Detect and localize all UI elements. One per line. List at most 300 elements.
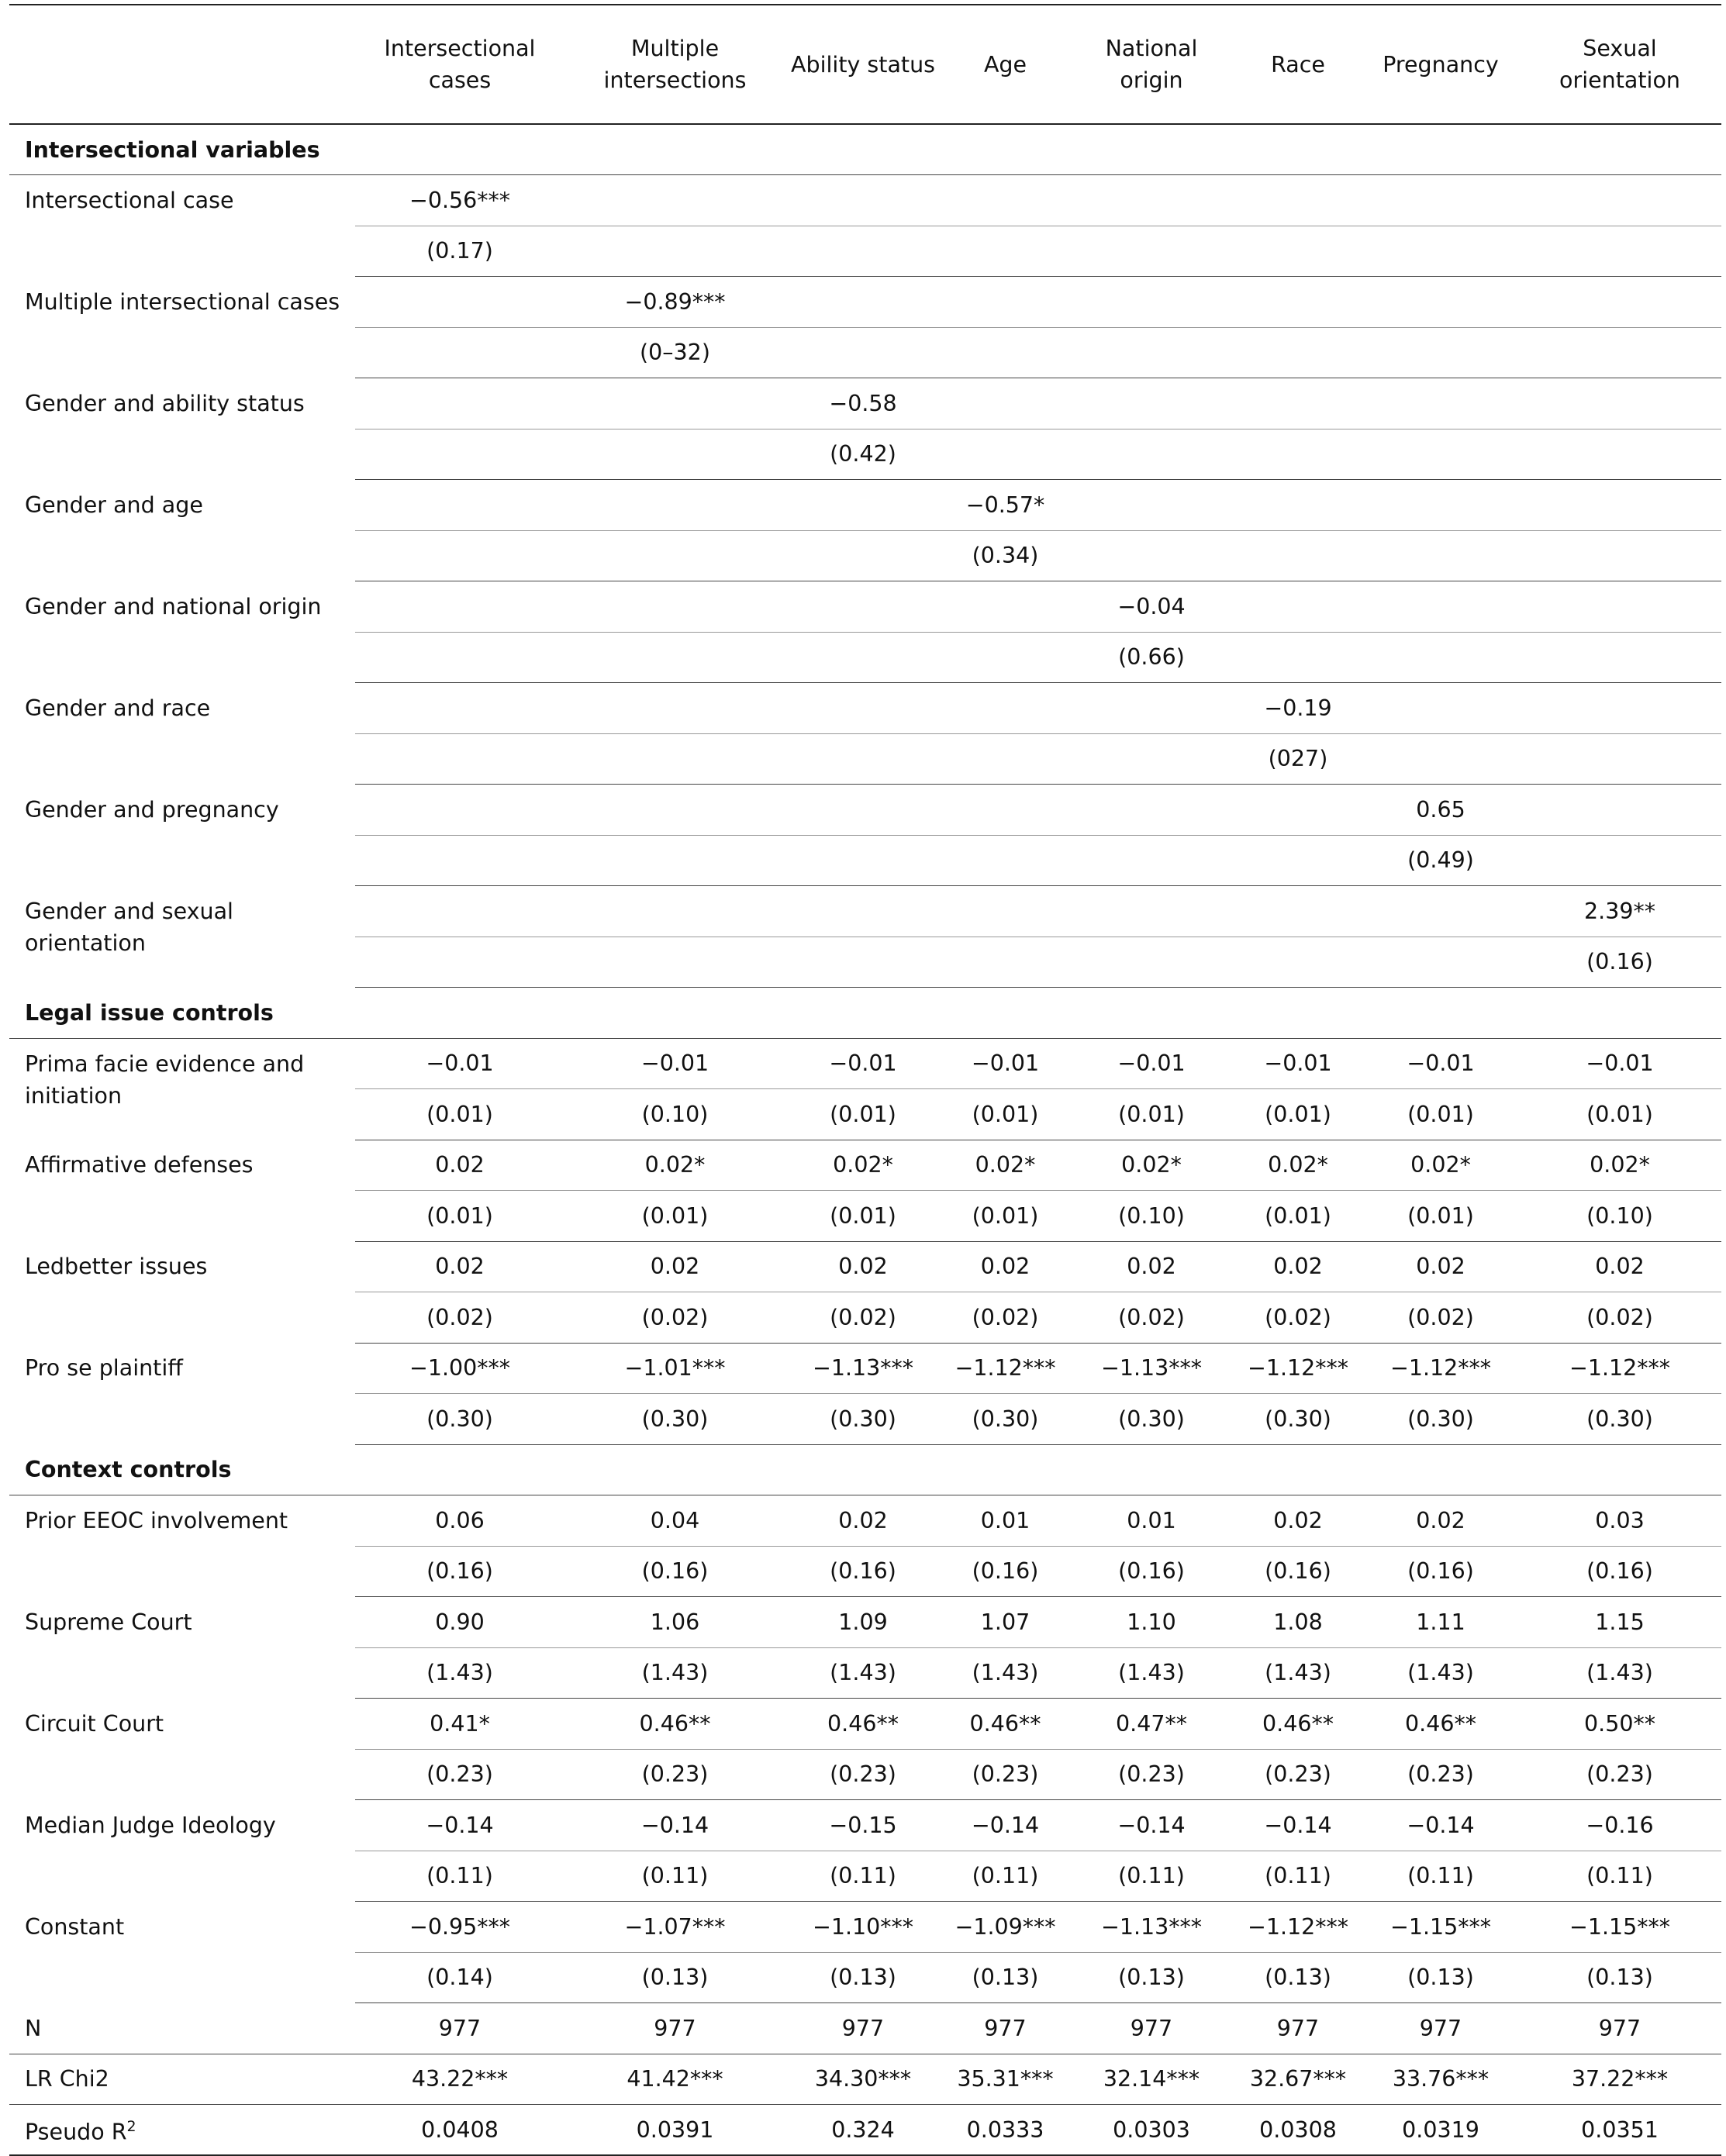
standard-error-cell xyxy=(1070,733,1233,785)
stat-label-text: Pseudo R xyxy=(25,2119,127,2145)
stat-value-cell: 0.0333 xyxy=(941,2105,1070,2156)
standard-error-cell xyxy=(355,937,564,988)
standard-error-cell xyxy=(1518,429,1721,480)
standard-error-cell: (0.01) xyxy=(785,1089,941,1140)
coefficient-cell: 0.04 xyxy=(564,1495,785,1547)
column-header-ability-status: Ability status xyxy=(785,5,941,124)
standard-error-cell xyxy=(941,429,1070,480)
standard-error-cell: (0.01) xyxy=(1363,1191,1518,1242)
section-title: Intersectional variables xyxy=(9,124,1721,175)
standard-error-cell: (0.11) xyxy=(785,1851,941,1902)
coefficient-cell xyxy=(355,886,564,937)
row-label: Gender and pregnancy xyxy=(25,796,279,823)
stat-value-cell: 977 xyxy=(564,2003,785,2054)
stat-value-cell: 34.30*** xyxy=(785,2054,941,2105)
standard-error-cell: (0.02) xyxy=(1070,1292,1233,1344)
standard-error-cell: (0.11) xyxy=(355,1851,564,1902)
stat-value-cell: 977 xyxy=(1233,2003,1363,2054)
coefficient-cell xyxy=(564,785,785,836)
standard-error-cell xyxy=(1363,632,1518,683)
standard-error-cell: (0.49) xyxy=(1363,835,1518,886)
coefficient-cell: 0.02 xyxy=(1363,1495,1518,1547)
standard-error-cell: (0.01) xyxy=(355,1089,564,1140)
row-label: Gender and race xyxy=(25,695,211,721)
coefficient-cell: −0.01 xyxy=(1070,1038,1233,1089)
coefficient-cell xyxy=(941,683,1070,734)
table-row xyxy=(9,785,1721,836)
standard-error-cell: (0.30) xyxy=(355,1394,564,1445)
coefficient-cell xyxy=(1363,886,1518,937)
standard-error-cell xyxy=(1363,429,1518,480)
standard-error-cell: (0.23) xyxy=(1363,1749,1518,1800)
coefficient-cell: −0.56*** xyxy=(355,175,564,226)
standard-error-cell: (0.23) xyxy=(1070,1749,1233,1800)
stat-value-cell: 0.0319 xyxy=(1363,2105,1518,2156)
standard-error-cell: (0.11) xyxy=(564,1851,785,1902)
standard-error-cell: (0.16) xyxy=(785,1546,941,1597)
coefficient-cell xyxy=(1363,175,1518,226)
coefficient-cell: 1.15 xyxy=(1518,1597,1721,1648)
standard-error-cell xyxy=(1233,937,1363,988)
coefficient-cell xyxy=(785,683,941,734)
coefficient-cell: 0.90 xyxy=(355,1597,564,1648)
standard-error-cell: (0.11) xyxy=(941,1851,1070,1902)
standard-error-cell xyxy=(564,632,785,683)
coefficient-cell xyxy=(1070,277,1233,328)
row-label: Constant xyxy=(25,1913,125,1940)
coefficient-cell: −1.13*** xyxy=(1070,1343,1233,1394)
coefficient-cell: −0.58 xyxy=(785,378,941,429)
coefficient-cell: −0.14 xyxy=(1363,1800,1518,1851)
standard-error-cell: (0.16) xyxy=(1518,1546,1721,1597)
standard-error-cell: (0.30) xyxy=(785,1394,941,1445)
row-label: Intersectional case xyxy=(25,188,234,213)
coefficient-cell xyxy=(1518,378,1721,429)
coefficient-cell: −1.12*** xyxy=(941,1343,1070,1394)
stat-value-cell: 0.0408 xyxy=(355,2105,564,2156)
coefficient-cell xyxy=(1233,785,1363,836)
standard-error-cell xyxy=(785,226,941,277)
coefficient-cell: −1.13*** xyxy=(785,1343,941,1394)
standard-error-cell: (0.13) xyxy=(941,1952,1070,2003)
coefficient-cell xyxy=(1070,886,1233,937)
coefficient-cell xyxy=(564,480,785,531)
standard-error-cell: (0.30) xyxy=(564,1394,785,1445)
coefficient-cell: 0.02 xyxy=(355,1140,564,1191)
standard-error-cell: (0.23) xyxy=(1233,1749,1363,1800)
section-title: Legal issue controls xyxy=(9,988,1721,1039)
coefficient-cell xyxy=(1233,581,1363,633)
table-row xyxy=(9,1597,1721,1648)
coefficient-cell: 0.02 xyxy=(1233,1495,1363,1547)
table-row xyxy=(9,683,1721,734)
standard-error-cell: (0.02) xyxy=(1518,1292,1721,1344)
table-row xyxy=(9,378,1721,429)
coefficient-cell: −0.14 xyxy=(941,1800,1070,1851)
coefficient-cell xyxy=(1363,581,1518,633)
header-row xyxy=(9,5,1721,124)
coefficient-cell xyxy=(1363,683,1518,734)
coefficient-cell xyxy=(785,886,941,937)
standard-error-cell xyxy=(1233,429,1363,480)
coefficient-cell xyxy=(785,480,941,531)
standard-error-cell: (0.13) xyxy=(1070,1952,1233,2003)
coefficient-cell xyxy=(355,683,564,734)
coefficient-cell xyxy=(785,277,941,328)
coefficient-cell xyxy=(1518,581,1721,633)
standard-error-cell: (0.10) xyxy=(1070,1191,1233,1242)
table-row xyxy=(9,1038,1721,1089)
standard-error-cell: (0.30) xyxy=(1518,1394,1721,1445)
coefficient-cell xyxy=(355,785,564,836)
coefficient-cell: 0.02 xyxy=(785,1241,941,1292)
coefficient-cell: 0.46** xyxy=(1233,1699,1363,1750)
coefficient-cell xyxy=(564,886,785,937)
standard-error-cell: (0.13) xyxy=(1233,1952,1363,2003)
coefficient-cell xyxy=(1518,175,1721,226)
stat-value-cell: 0.0303 xyxy=(1070,2105,1233,2156)
stat-label-text: N xyxy=(25,2015,42,2041)
coefficient-cell xyxy=(785,581,941,633)
coefficient-cell: −1.01*** xyxy=(564,1343,785,1394)
standard-error-cell xyxy=(1518,530,1721,581)
table-header xyxy=(9,5,1721,124)
standard-error-cell: (0.02) xyxy=(941,1292,1070,1344)
section-title: Context controls xyxy=(9,1444,1721,1495)
coefficient-cell: 0.41* xyxy=(355,1699,564,1750)
coefficient-cell xyxy=(1233,175,1363,226)
coefficient-cell xyxy=(564,378,785,429)
standard-error-cell: (1.43) xyxy=(941,1647,1070,1699)
column-header-national-origin: National origin xyxy=(1070,5,1233,124)
coefficient-cell: 0.01 xyxy=(941,1495,1070,1547)
standard-error-cell: (0.16) xyxy=(355,1546,564,1597)
coefficient-cell: 1.09 xyxy=(785,1597,941,1648)
stat-row xyxy=(9,2054,1721,2105)
standard-error-cell xyxy=(564,835,785,886)
coefficient-cell xyxy=(941,785,1070,836)
standard-error-cell xyxy=(1363,530,1518,581)
coefficient-cell: 0.02* xyxy=(941,1140,1070,1191)
standard-error-cell: (1.43) xyxy=(1233,1647,1363,1699)
coefficient-cell: −0.19 xyxy=(1233,683,1363,734)
standard-error-cell xyxy=(564,733,785,785)
coefficient-cell: −0.01 xyxy=(355,1038,564,1089)
coefficient-cell: −1.00*** xyxy=(355,1343,564,1394)
stat-value-cell: 43.22*** xyxy=(355,2054,564,2105)
coefficient-cell xyxy=(564,683,785,734)
standard-error-cell: (0.11) xyxy=(1363,1851,1518,1902)
table-row xyxy=(9,886,1721,937)
column-header-pregnancy: Pregnancy xyxy=(1363,5,1518,124)
coefficient-cell xyxy=(1363,277,1518,328)
stat-value-cell: 977 xyxy=(1070,2003,1233,2054)
standard-error-cell xyxy=(355,733,564,785)
coefficient-cell: 0.46** xyxy=(941,1699,1070,1750)
standard-error-cell: (0.30) xyxy=(1233,1394,1363,1445)
standard-error-cell: (0.23) xyxy=(1518,1749,1721,1800)
row-label: Prima facie evidence and initiation xyxy=(25,1050,305,1109)
coefficient-cell: 1.07 xyxy=(941,1597,1070,1648)
stat-value-cell: 0.0308 xyxy=(1233,2105,1363,2156)
coefficient-cell: −1.12*** xyxy=(1233,1343,1363,1394)
coefficient-cell: 1.06 xyxy=(564,1597,785,1648)
stat-value-cell: 977 xyxy=(1518,2003,1721,2054)
coefficient-cell: 0.47** xyxy=(1070,1699,1233,1750)
standard-error-cell: (0.16) xyxy=(1518,937,1721,988)
standard-error-cell: (0.01) xyxy=(355,1191,564,1242)
coefficient-cell: −0.14 xyxy=(564,1800,785,1851)
stat-value-cell: 33.76*** xyxy=(1363,2054,1518,2105)
coefficient-cell xyxy=(1233,378,1363,429)
standard-error-cell: (0.01) xyxy=(1518,1089,1721,1140)
row-label: Gender and national origin xyxy=(25,593,322,619)
standard-error-cell: (0.23) xyxy=(564,1749,785,1800)
coefficient-cell: −1.12*** xyxy=(1363,1343,1518,1394)
stat-value-cell: 0.0351 xyxy=(1518,2105,1721,2156)
coefficient-cell: 0.06 xyxy=(355,1495,564,1547)
coefficient-cell: 1.10 xyxy=(1070,1597,1233,1648)
standard-error-cell: (0.01) xyxy=(785,1191,941,1242)
row-label: Affirmative defenses xyxy=(25,1152,254,1178)
coefficient-cell: 0.02 xyxy=(785,1495,941,1547)
coefficient-cell xyxy=(941,886,1070,937)
coefficient-cell: −1.13*** xyxy=(1070,1902,1233,1953)
standard-error-cell: (0.30) xyxy=(1363,1394,1518,1445)
coefficient-cell: 0.46** xyxy=(1363,1699,1518,1750)
coefficient-cell xyxy=(1363,378,1518,429)
standard-error-cell: (0.01) xyxy=(1363,1089,1518,1140)
stat-label-text: LR Chi2 xyxy=(25,2066,109,2092)
standard-error-cell: (0.02) xyxy=(1233,1292,1363,1344)
table-row xyxy=(9,1140,1721,1191)
standard-error-cell xyxy=(941,632,1070,683)
standard-error-cell: (1.43) xyxy=(1070,1647,1233,1699)
standard-error-cell: (0.13) xyxy=(785,1952,941,2003)
standard-error-cell xyxy=(1518,733,1721,785)
row-label: Supreme Court xyxy=(25,1609,192,1635)
stat-label-superscript: 2 xyxy=(126,2118,136,2136)
row-label: Multiple intersectional cases xyxy=(25,288,340,315)
column-header-intersectional-cases: Intersectional cases xyxy=(355,5,564,124)
standard-error-cell: (0.23) xyxy=(785,1749,941,1800)
standard-error-cell xyxy=(941,733,1070,785)
coefficient-cell xyxy=(1070,785,1233,836)
stat-value-cell: 35.31*** xyxy=(941,2054,1070,2105)
standard-error-cell: (0.17) xyxy=(355,226,564,277)
coefficient-cell: 0.03 xyxy=(1518,1495,1721,1547)
standard-error-cell xyxy=(564,530,785,581)
standard-error-cell xyxy=(1233,327,1363,378)
coefficient-cell xyxy=(355,581,564,633)
coefficient-cell xyxy=(1070,683,1233,734)
standard-error-cell: (0.13) xyxy=(1518,1952,1721,2003)
coefficient-cell: −0.01 xyxy=(1363,1038,1518,1089)
coefficient-cell: 0.46** xyxy=(785,1699,941,1750)
standard-error-cell: (0.02) xyxy=(564,1292,785,1344)
standard-error-cell xyxy=(1233,835,1363,886)
row-label: Median Judge Ideology xyxy=(25,1812,276,1838)
coefficient-cell xyxy=(941,378,1070,429)
stat-label xyxy=(9,2003,355,2054)
standard-error-cell xyxy=(785,327,941,378)
stat-value-cell: 41.42*** xyxy=(564,2054,785,2105)
coefficient-cell: −0.16 xyxy=(1518,1800,1721,1851)
column-header-sexual-orientation: Sexual orientation xyxy=(1518,5,1721,124)
standard-error-cell: (0.13) xyxy=(1363,1952,1518,2003)
standard-error-cell: (0.01) xyxy=(564,1191,785,1242)
coefficient-cell: 0.02 xyxy=(355,1241,564,1292)
standard-error-cell: (0.02) xyxy=(355,1292,564,1344)
standard-error-cell: (0.01) xyxy=(941,1089,1070,1140)
standard-error-cell: (0.13) xyxy=(564,1952,785,2003)
coefficient-cell: 2.39** xyxy=(1518,886,1721,937)
coefficient-cell: 0.02* xyxy=(785,1140,941,1191)
coefficient-cell: −0.57* xyxy=(941,480,1070,531)
coefficient-cell: −0.01 xyxy=(1518,1038,1721,1089)
standard-error-cell xyxy=(564,429,785,480)
standard-error-cell: (0.01) xyxy=(1233,1191,1363,1242)
table-row xyxy=(9,277,1721,328)
stat-value-cell: 977 xyxy=(355,2003,564,2054)
standard-error-cell xyxy=(1070,835,1233,886)
row-label: Pro se plaintiff xyxy=(25,1355,183,1381)
row-label: Circuit Court xyxy=(25,1710,164,1737)
coefficient-cell xyxy=(355,480,564,531)
coefficient-cell: −1.15*** xyxy=(1363,1902,1518,1953)
coefficient-cell: 0.02 xyxy=(1363,1241,1518,1292)
coefficient-cell: −0.14 xyxy=(1070,1800,1233,1851)
table-row xyxy=(9,1699,1721,1750)
stat-value-cell: 32.14*** xyxy=(1070,2054,1233,2105)
standard-error-cell: (0.16) xyxy=(1070,1546,1233,1597)
standard-error-cell: (1.43) xyxy=(1518,1647,1721,1699)
standard-error-cell xyxy=(1363,226,1518,277)
stat-value-cell: 37.22*** xyxy=(1518,2054,1721,2105)
coefficient-cell xyxy=(1070,378,1233,429)
standard-error-cell: (0–32) xyxy=(564,327,785,378)
coefficient-cell: −0.89*** xyxy=(564,277,785,328)
standard-error-cell xyxy=(1518,226,1721,277)
stat-row xyxy=(9,2003,1721,2054)
standard-error-cell xyxy=(1070,226,1233,277)
standard-error-cell: (1.43) xyxy=(1363,1647,1518,1699)
standard-error-cell: (1.43) xyxy=(355,1647,564,1699)
stat-value-cell: 0.0391 xyxy=(564,2105,785,2156)
coefficient-cell: 1.11 xyxy=(1363,1597,1518,1648)
stat-value-cell: 977 xyxy=(785,2003,941,2054)
standard-error-cell: (0.42) xyxy=(785,429,941,480)
coefficient-cell: 0.46** xyxy=(564,1699,785,1750)
coefficient-cell: 1.08 xyxy=(1233,1597,1363,1648)
standard-error-cell: (1.43) xyxy=(564,1647,785,1699)
coefficient-cell: 0.02 xyxy=(1233,1241,1363,1292)
table-row xyxy=(9,1800,1721,1851)
standard-error-cell xyxy=(1233,530,1363,581)
standard-error-cell xyxy=(1070,429,1233,480)
standard-error-cell xyxy=(1518,632,1721,683)
coefficient-cell xyxy=(1070,175,1233,226)
coefficient-cell xyxy=(941,175,1070,226)
standard-error-cell xyxy=(1233,632,1363,683)
standard-error-cell xyxy=(941,327,1070,378)
standard-error-cell xyxy=(1363,327,1518,378)
stat-value-cell: 32.67*** xyxy=(1233,2054,1363,2105)
section-row xyxy=(9,988,1721,1039)
coefficient-cell xyxy=(355,378,564,429)
standard-error-cell: (0.23) xyxy=(941,1749,1070,1800)
row-label: Gender and age xyxy=(25,492,203,518)
coefficient-cell xyxy=(564,175,785,226)
coefficient-cell: −0.01 xyxy=(785,1038,941,1089)
standard-error-cell xyxy=(1363,733,1518,785)
standard-error-cell: (0.23) xyxy=(355,1749,564,1800)
coefficient-cell: 0.02 xyxy=(1070,1241,1233,1292)
standard-error-cell: (0.01) xyxy=(1070,1089,1233,1140)
stat-row xyxy=(9,2105,1721,2156)
coefficient-cell: −0.01 xyxy=(941,1038,1070,1089)
coefficient-cell: −0.14 xyxy=(1233,1800,1363,1851)
coefficient-cell: 0.02* xyxy=(1070,1140,1233,1191)
table-row xyxy=(9,1495,1721,1547)
standard-error-cell xyxy=(785,835,941,886)
standard-error-cell xyxy=(785,733,941,785)
coefficient-cell: −1.09*** xyxy=(941,1902,1070,1953)
standard-error-cell: (0.11) xyxy=(1518,1851,1721,1902)
standard-error-cell: (0.02) xyxy=(1363,1292,1518,1344)
standard-error-cell xyxy=(1070,937,1233,988)
standard-error-cell xyxy=(355,530,564,581)
column-header-multiple-intersections: Multiple intersections xyxy=(564,5,785,124)
table-row xyxy=(9,1343,1721,1394)
coefficient-cell: −0.04 xyxy=(1070,581,1233,633)
row-label: Ledbetter issues xyxy=(25,1254,208,1279)
standard-error-cell xyxy=(941,937,1070,988)
row-label: Gender and sexual orientation xyxy=(25,898,233,956)
coefficient-cell xyxy=(1233,480,1363,531)
coefficient-cell: −0.01 xyxy=(1233,1038,1363,1089)
table-row xyxy=(9,480,1721,531)
table-row xyxy=(9,175,1721,226)
table-row xyxy=(9,581,1721,633)
standard-error-cell xyxy=(355,632,564,683)
coefficient-cell xyxy=(941,581,1070,633)
standard-error-cell: (0.10) xyxy=(1518,1191,1721,1242)
standard-error-cell: (1.43) xyxy=(785,1647,941,1699)
standard-error-cell: (0.16) xyxy=(941,1546,1070,1597)
section-row xyxy=(9,124,1721,175)
table-row xyxy=(9,1902,1721,1953)
stat-label xyxy=(9,2054,355,2105)
section-row xyxy=(9,1444,1721,1495)
coefficient-cell xyxy=(1363,480,1518,531)
stat-value-cell: 977 xyxy=(941,2003,1070,2054)
stat-label xyxy=(9,2105,355,2156)
coefficient-cell: 0.01 xyxy=(1070,1495,1233,1547)
coefficient-cell xyxy=(1518,683,1721,734)
coefficient-cell xyxy=(1518,785,1721,836)
coefficient-cell xyxy=(785,175,941,226)
standard-error-cell: (0.11) xyxy=(1233,1851,1363,1902)
standard-error-cell xyxy=(564,937,785,988)
regression-table xyxy=(9,4,1721,2156)
coefficient-cell: −1.12*** xyxy=(1233,1902,1363,1953)
stat-value-cell: 977 xyxy=(1363,2003,1518,2054)
standard-error-cell xyxy=(941,835,1070,886)
coefficient-cell: 0.02* xyxy=(564,1140,785,1191)
standard-error-cell xyxy=(355,327,564,378)
coefficient-cell xyxy=(1518,277,1721,328)
